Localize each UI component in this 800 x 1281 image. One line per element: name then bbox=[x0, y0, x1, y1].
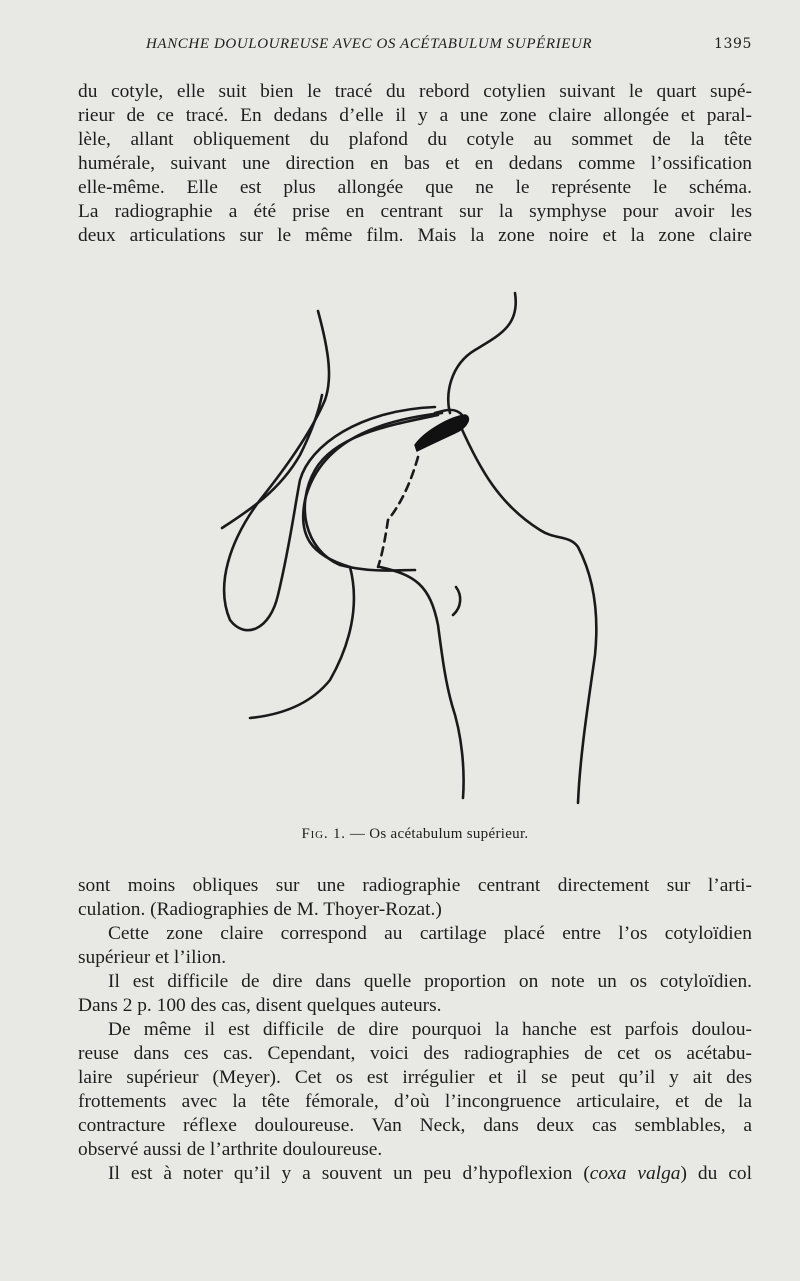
text-line: laire supérieur (Meyer). Cet os est irrégulier et il se peut qu’il y ait des bbox=[78, 1067, 752, 1088]
text-line: sont moins obliques sur une radiographie centrant directement sur l’arti- bbox=[78, 875, 752, 896]
text-line: reuse dans ces cas. Cependant, voici des radiographies de cet os acétabu- bbox=[78, 1043, 752, 1064]
text-line: deux articulations sur le même film. Mais la zone noire et la zone claire bbox=[78, 225, 752, 246]
figure-caption-text: — Os acétabulum supérieur. bbox=[349, 826, 529, 842]
figure-hip-diagram bbox=[210, 285, 620, 810]
text-line: elle-même. Elle est plus allongée que ne le représente le schéma. bbox=[78, 177, 752, 198]
running-title: HANCHE DOULOUREUSE AVEC OS ACÉTABULUM SUPÉRIEUR bbox=[146, 36, 593, 52]
text-line: Il est difficile de dire dans quelle proportion on note un os cotyloïdien. bbox=[108, 971, 752, 992]
text-line: Cette zone claire correspond au cartilage placé entre l’os cotyloïdien bbox=[108, 923, 752, 944]
text-fragment: ) du col bbox=[680, 1163, 753, 1184]
text-fragment: Il est à noter qu’il y a souvent un peu d’hypoflexion ( bbox=[108, 1163, 590, 1184]
text-line: contracture réflexe douloureuse. Van Neck, dans deux cas semblables, a bbox=[78, 1115, 752, 1136]
os-acetabulum-bone bbox=[415, 415, 468, 451]
text-line: supérieur et l’ilion. bbox=[78, 947, 227, 968]
text-line: observé aussi de l’arthrite douloureuse. bbox=[78, 1139, 383, 1160]
text-line-last bbox=[78, 1162, 752, 1186]
body-text bbox=[78, 874, 752, 1186]
text-line: lèle, allant obliquement du plafond du cotyle au sommet de la tête bbox=[78, 129, 752, 150]
text-line: De même il est difficile de dire pourquoi la hanche est parfois doulou- bbox=[108, 1019, 752, 1040]
text-line: humérale, suivant une direction en bas et en dedans comme l’ossification bbox=[78, 153, 752, 174]
figure-label: Fig. 1. bbox=[301, 826, 346, 842]
text-line: frottements avec la tête fémorale, d’où l’incongruence articulaire, et de la bbox=[78, 1091, 752, 1112]
paragraph-top bbox=[78, 80, 752, 248]
text-line: du cotyle, elle suit bien le tracé du rebord cotylien suivant le quart supé- bbox=[78, 81, 752, 102]
text-line: rieur de ce tracé. En dedans d’elle il y a une zone claire allongée et paral- bbox=[78, 105, 752, 126]
text-line: La radiographie a été prise en centrant sur la symphyse pour avoir les bbox=[78, 201, 752, 222]
italic-term: coxa valga bbox=[589, 1163, 681, 1184]
page-number: 1395 bbox=[713, 36, 752, 52]
figure-caption bbox=[78, 826, 752, 843]
running-head bbox=[78, 36, 752, 58]
text-line: Dans 2 p. 100 des cas, disent quelques auteurs. bbox=[78, 995, 442, 1016]
text-line: culation. (Radiographies de M. Thoyer-Rozat.) bbox=[78, 899, 442, 920]
